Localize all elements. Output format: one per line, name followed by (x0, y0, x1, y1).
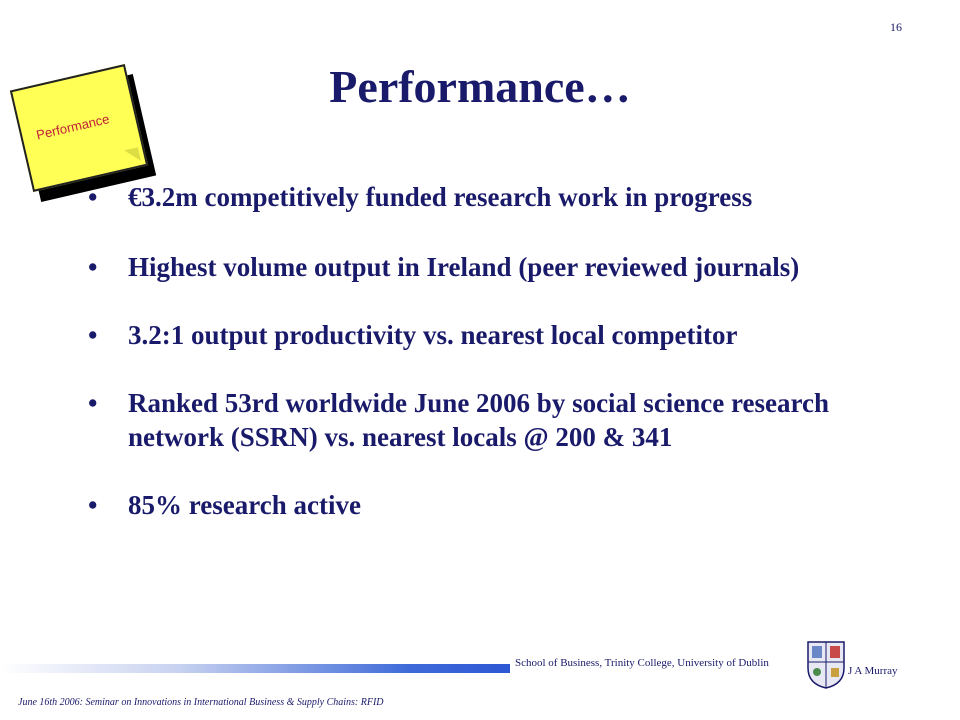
sticky-note-label: Performance (34, 111, 111, 143)
bullet-icon: • (88, 490, 98, 520)
bullet-text: Highest volume output in Ireland (peer reviewed journals) (128, 252, 800, 282)
bullet-icon: • (88, 388, 98, 418)
bullet-icon: • (88, 182, 98, 212)
bullet-text: 85% research active (128, 490, 361, 520)
bullet-icon: • (88, 252, 98, 282)
bullet-list (88, 180, 888, 522)
slide-title: Performance… (329, 61, 631, 112)
bullet-item (88, 386, 888, 454)
footer-school-name: School of Business, Trinity College, University of Dublin (515, 657, 769, 669)
bullet-icon: • (88, 320, 98, 350)
college-crest-icon (806, 640, 846, 690)
footer-gradient-bar (0, 664, 510, 673)
bullet-text: 3.2:1 output productivity vs. nearest local competitor (128, 320, 738, 350)
page-number: 16 (890, 20, 902, 34)
bullet-text: €3.2m competitively funded research work in progress (128, 182, 753, 212)
footer-seminar-title: June 16th 2006: Seminar on Innovations in International Business & Supply Chains: RFID (18, 697, 384, 708)
bullet-item (88, 180, 888, 214)
bullet-item (88, 488, 888, 522)
bullet-item (88, 250, 888, 284)
footer-author: J A Murray (848, 665, 898, 677)
bullet-item (88, 318, 888, 352)
bullet-text: Ranked 53rd worldwide June 2006 by social science research network (SSRN) vs. nearest locals @ 200 & 341 (128, 388, 829, 452)
sticky-note-fold-icon (124, 147, 141, 164)
